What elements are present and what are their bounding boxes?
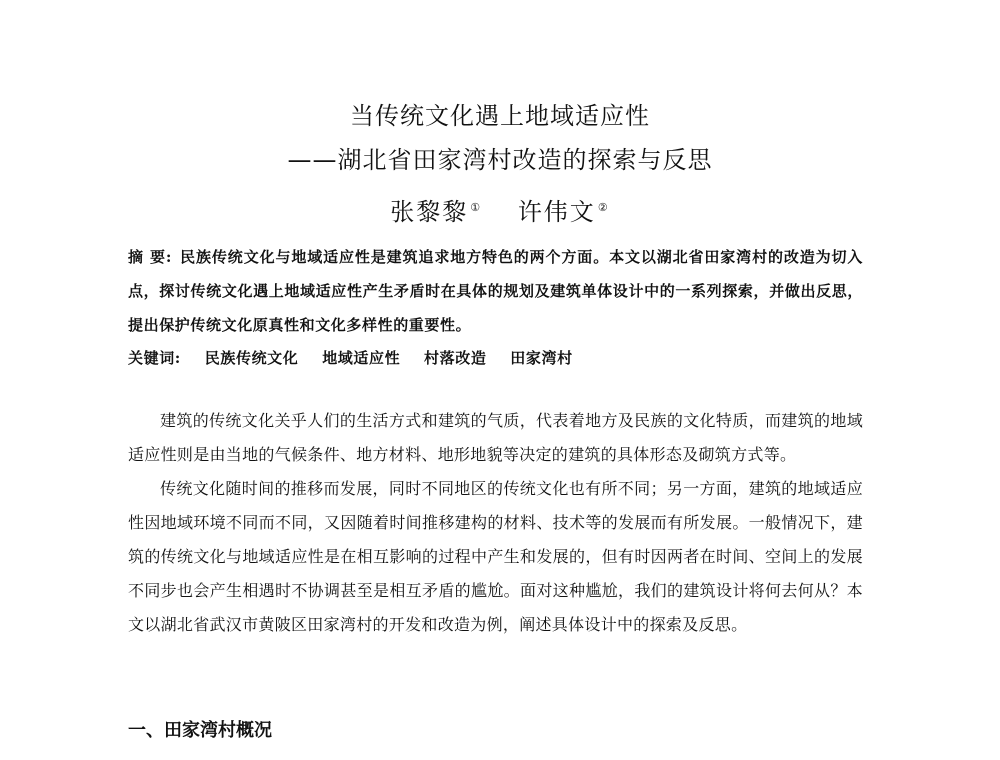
abstract (128, 240, 863, 342)
abstract-label: 摘 要: (128, 248, 173, 266)
paper-title: 当传统文化遇上地域适应性 (350, 102, 650, 130)
author-footnote-mark: ① (470, 201, 483, 214)
keywords-label: 关键词: (128, 349, 181, 367)
author (390, 192, 482, 227)
keyword: 田家湾村 (510, 349, 573, 367)
keyword: 村落改造 (424, 349, 487, 367)
body-paragraph: 建筑的传统文化关乎人们的生活方式和建筑的气质，代表着地方及民族的文化特质，而建筑的地域适应性则是由当地的气候条件、地方材料、地形地貌等决定的建筑的具体形态及砌筑方式等。 (128, 411, 863, 464)
keyword: 民族传统文化 (204, 349, 299, 367)
section-heading: 一、田家湾村概况 (128, 720, 272, 741)
author (518, 192, 610, 227)
keywords (128, 341, 591, 375)
keyword: 地域适应性 (322, 349, 401, 367)
author-list (0, 192, 1000, 227)
author-name: 张黎黎 (390, 198, 469, 226)
paper-subtitle: ——湖北省田家湾村改造的探索与反思 (287, 146, 713, 174)
abstract-text: 民族传统文化与地域适应性是建筑追求地方特色的两个方面。本文以湖北省田家湾村的改造为切入点，探讨传统文化遇上地域适应性产生矛盾时在具体的规划及建筑单体设计中的一系列探索，并做出反思，提出保护传统文化原真性和文化多样性的重要性。 (128, 248, 863, 334)
author-footnote-mark: ② (597, 201, 610, 214)
body-paragraph: 传统文化随时间的推移而发展，同时不同地区的传统文化也有所不同；另一方面，建筑的地域适应性因地域环境不同而不同，又因随着时间推移建构的材料、技术等的发展而有所发展。一般情况下，建筑的传统文化与地域适应性是在相互影响的过程中产生和发展的，但有时因两者在时间、空间上的发展不同步也会产生相遇时不协调甚至是相互矛盾的尴尬。面对这种尴尬，我们的建筑设计将何去何从？本文以湖北省武汉市黄陂区田家湾村的开发和改造为例，阐述具体设计中的探索及反思。 (128, 479, 863, 634)
author-name: 许伟文 (517, 198, 596, 226)
body-text (128, 404, 863, 642)
